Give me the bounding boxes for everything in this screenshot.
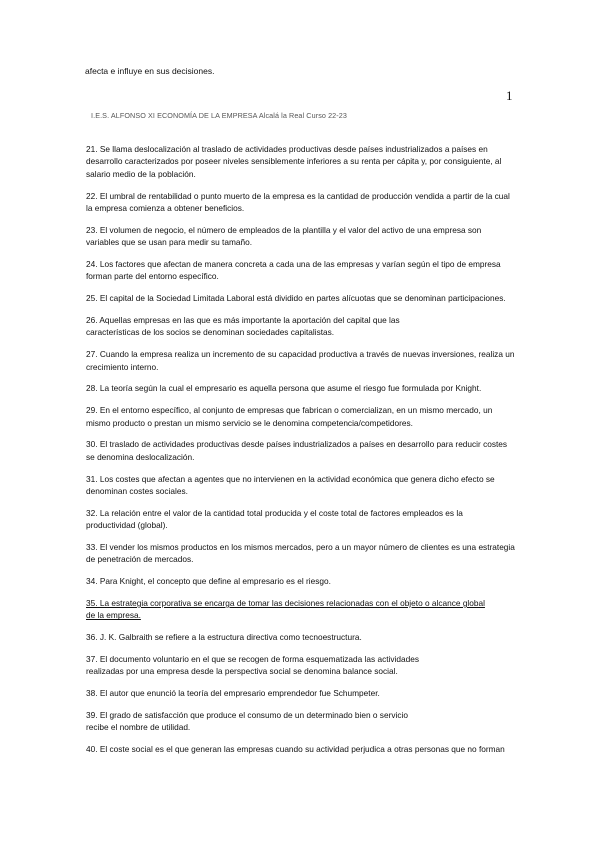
statement-item: 32. La relación entre el valor de la cantidad total producida y el coste total de factores empleados es la productividad (global). xyxy=(86,507,463,531)
statement-item: 21. Se llama deslocalización al traslado de actividades productivas desde países industrializados a países en desarrollo caracterizados por poseer niveles sensiblemente inferiores a su renta per cápita y, por consiguiente, al salario medio de la población. xyxy=(86,144,502,179)
statement-item: 33. El vender los mismos productos en los mismos mercados, pero a un mayor número de clientes es una estrategia de penetración de mercados. xyxy=(86,542,515,565)
statement-item: 37. El documento voluntario en el que se recogen de forma esquematizada las actividades realizadas por una empresa desde la perspectiva social se denomina balance social. xyxy=(86,654,420,677)
statement-item: 34. Para Knight, el concepto que define al empresario es el riesgo. xyxy=(86,576,331,587)
continuation-line: afecta e influye en sus decisiones. xyxy=(85,66,215,76)
statement-item: 36. J. K. Galbraith se refiere a la estructura directiva como tecnoestructura. xyxy=(86,632,362,643)
statement-item: 24. Los factores que afectan de manera concreta a cada una de las empresas y varían según el tipo de empresa forman parte del entorno específico. xyxy=(86,259,501,282)
statement-item: 27. Cuando la empresa realiza un incremento de su capacidad productiva a través de nuevas inversiones, realiza un crecimiento interno. xyxy=(86,349,515,372)
statement-item: 26. Aquellas empresas en las que es más importante la aportación del capital que las características de los socios se denominan sociedades capitalistas. xyxy=(86,315,400,338)
statement-item: 22. El umbral de rentabilidad o punto muerto de la empresa es la cantidad de producción vendida a partir de la cual la empresa comienza a obtener beneficios. xyxy=(86,190,510,214)
statement-item: 31. Los costes que afectan a agentes que no intervienen en la actividad económica que genera dicho efecto se denominan costes sociales. xyxy=(86,473,495,497)
statement-item: 30. El traslado de actividades productivas desde países industrializados a países en desarrollo para reducir costes se denomina deslocalización. xyxy=(86,439,508,462)
statement-item: 28. La teoría según la cual el empresario es aquella persona que asume el riesgo fue formulada por Knight. xyxy=(86,383,482,394)
statement-item: 39. El grado de satisfacción que produce el consumo de un determinado bien o servicio recibe el nombre de utilidad. xyxy=(86,710,408,733)
document-header: I.E.S. ALFONSO XI ECONOMÍA DE LA EMPRESA Alcalá la Real Curso 22-23 xyxy=(91,111,347,120)
statement-item: 29. En el entorno específico, al conjunto de empresas que fabrican o comercializan, en un mismo mercado, un mismo producto o prestan un mismo servicio se le denomina competencia/competidores. xyxy=(86,405,493,428)
statement-item: 40. El coste social es el que generan las empresas cuando su actividad perjudica a otras personas que no forman xyxy=(86,744,505,755)
statement-item: 23. El volumen de negocio, el número de empleados de la plantilla y el valor del activo de una empresa son variables que se usan para medir su tamaño. xyxy=(86,224,482,248)
statement-list xyxy=(86,143,522,765)
statement-item: 25. El capital de la Sociedad Limitada Laboral está dividido en partes alícuotas que se denominan participaciones. xyxy=(86,293,506,304)
page-number: 1 xyxy=(506,88,513,103)
statement-item: 35. La estrategia corporativa se encarga de tomar las decisiones relacionadas con el objeto o alcance global de la empresa. xyxy=(86,598,485,621)
statement-item: 38. El autor que enunció la teoría del empresario emprendedor fue Schumpeter. xyxy=(86,688,380,699)
